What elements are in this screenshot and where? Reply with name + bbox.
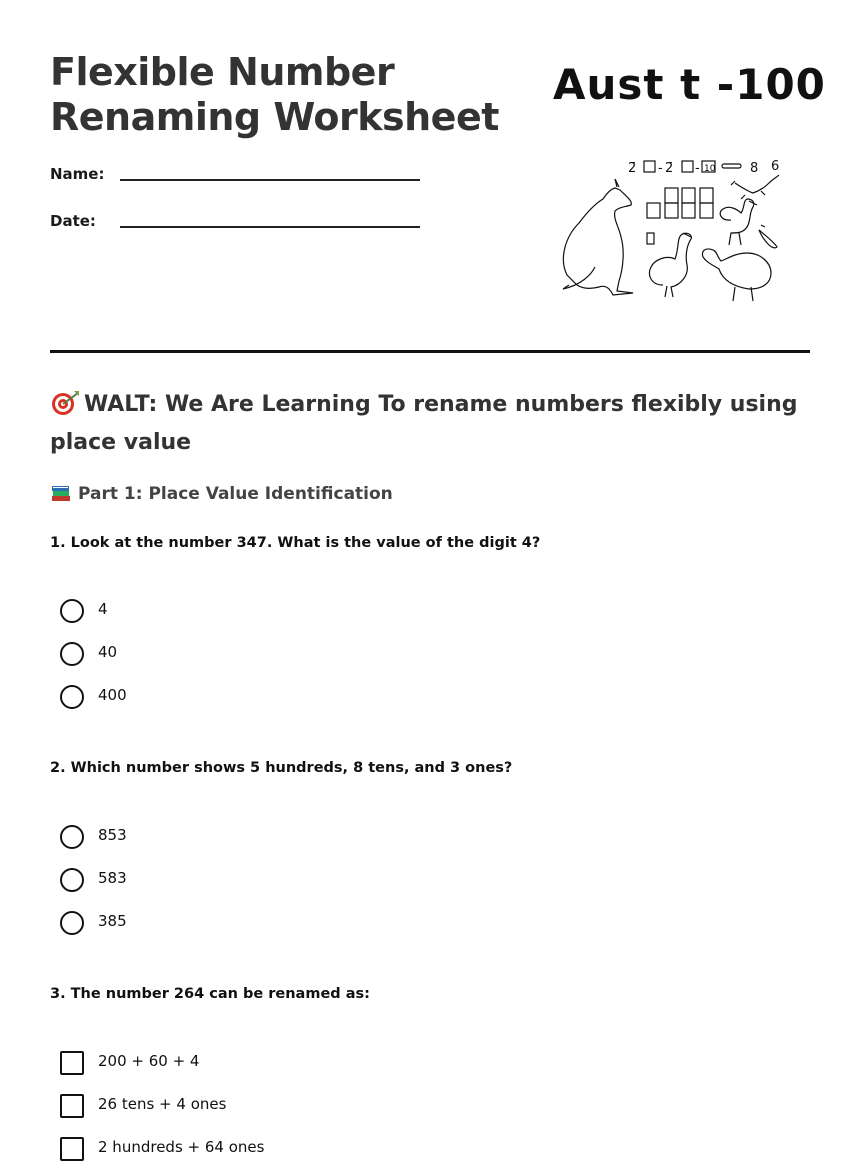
option-label: 4 [98, 600, 108, 618]
australian-animals-illustration [555, 155, 790, 305]
worksheet-title: Flexible Number Renaming Worksheet [50, 50, 499, 139]
illustration-label: - [695, 161, 700, 176]
illustration-label: 6 [771, 159, 780, 174]
option-label: 2 hundreds + 64 ones [98, 1138, 265, 1156]
radio-button[interactable] [60, 599, 84, 623]
part1-heading [50, 483, 393, 504]
date-field-row [50, 212, 430, 236]
checkbox[interactable] [60, 1051, 84, 1075]
name-field[interactable] [120, 179, 420, 181]
books-icon [50, 483, 72, 503]
radio-button[interactable] [60, 911, 84, 935]
option-label: 583 [98, 869, 127, 887]
option-label: 385 [98, 912, 127, 930]
section-divider [50, 350, 810, 353]
option-label: 400 [98, 686, 127, 704]
checkbox[interactable] [60, 1094, 84, 1118]
question-3-prompt: 3. The number 264 can be renamed as: [50, 986, 370, 1002]
illustration-label: 2̄ [628, 161, 637, 176]
option-label: 26 tens + 4 ones [98, 1095, 227, 1113]
illustration-label: 8 [750, 161, 759, 176]
option-label: 853 [98, 826, 127, 844]
radio-button[interactable] [60, 825, 84, 849]
walt-text: WALT: We Are Learning To rename numbers flexibly using place value [50, 392, 798, 455]
radio-button[interactable] [60, 685, 84, 709]
radio-button[interactable] [60, 642, 84, 666]
name-field-row [50, 165, 430, 189]
date-label: Date: [50, 212, 96, 230]
option-label: 200 + 60 + 4 [98, 1052, 200, 1070]
question-2-prompt: 2. Which number shows 5 hundreds, 8 tens, and 3 ones? [50, 760, 513, 776]
illustration-label: - [658, 161, 663, 176]
part1-heading-text: Part 1: Place Value Identification [78, 484, 393, 504]
banner-heading: Aust t -100 [553, 60, 826, 109]
checkbox[interactable] [60, 1137, 84, 1161]
radio-button[interactable] [60, 868, 84, 892]
walt-heading [50, 386, 820, 462]
illustration-label: 10 [704, 164, 716, 174]
target-icon [50, 390, 80, 416]
name-label: Name: [50, 165, 105, 183]
question-1-prompt: 1. Look at the number 347. What is the value of the digit 4? [50, 535, 541, 551]
option-label: 40 [98, 643, 118, 661]
illustration-label: 2̄ [665, 161, 674, 176]
date-field[interactable] [120, 226, 420, 228]
